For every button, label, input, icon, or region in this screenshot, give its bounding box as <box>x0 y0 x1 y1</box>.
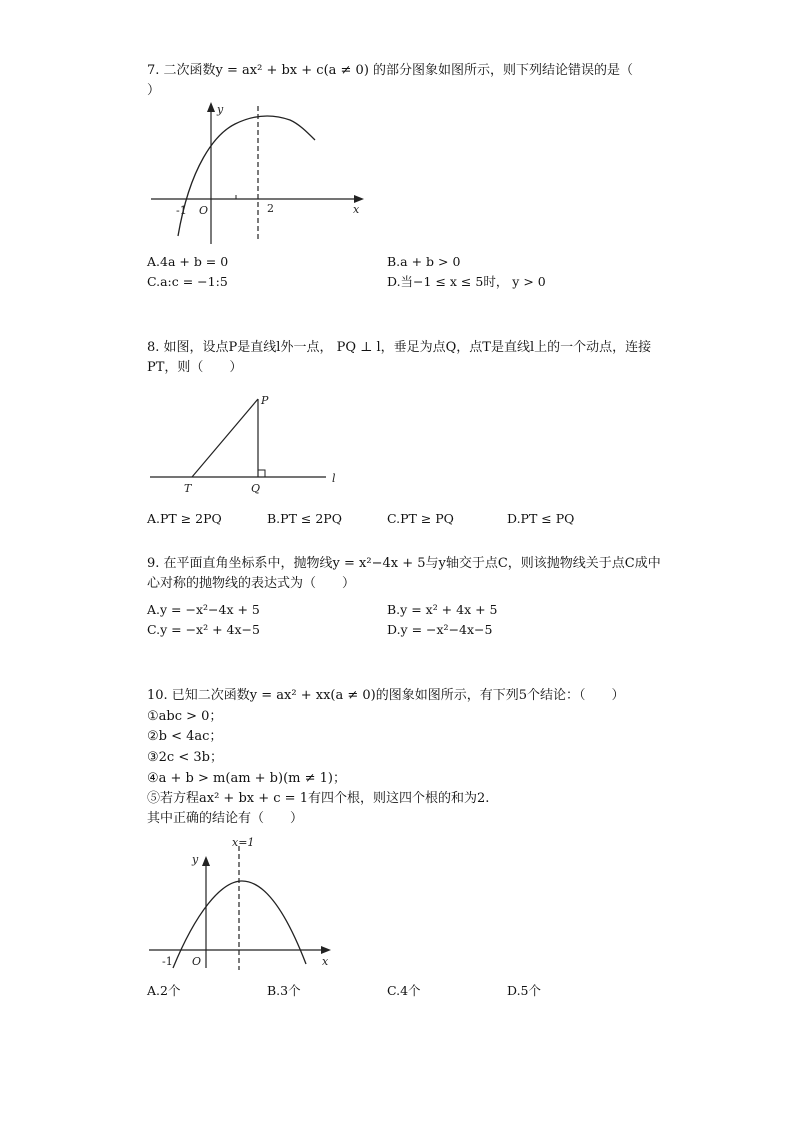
q8-option-b[interactable]: B.PT ≤ 2PQ <box>267 511 342 526</box>
q10-option-d[interactable]: D.5个 <box>507 983 542 998</box>
q10-option-c[interactable]: C.4个 <box>387 983 421 998</box>
q8-label-l: l <box>332 472 336 485</box>
q10-label-y: y <box>192 853 199 866</box>
q10-x-arrow <box>321 946 331 954</box>
q7-label-neg1: -1 <box>176 204 187 217</box>
q8-segment-pt <box>192 399 258 477</box>
q7-label-x: x <box>353 203 360 216</box>
q7-stem-line2: ） <box>147 83 161 98</box>
q9-option-c[interactable]: C.y = −x² + 4x−5 <box>147 622 260 637</box>
q7-option-c[interactable]: C.a:c = −1:5 <box>147 274 228 289</box>
q8-option-a[interactable]: A.PT ≥ 2PQ <box>147 511 222 526</box>
q7-y-arrow <box>207 102 215 112</box>
q7-parabola-curve <box>178 116 315 236</box>
q9-stem-line1: 9. 在平面直角坐标系中，抛物线y = x²−4x + 5与y轴交于点C，则该抛物线关于点C成中 <box>147 556 661 571</box>
q8-label-p: P <box>261 394 269 407</box>
q7-option-a[interactable]: A.4a + b = 0 <box>147 254 229 269</box>
q9-option-a[interactable]: A.y = −x²−4x + 5 <box>147 602 260 617</box>
q9-stem-line2: 心对称的抛物线的表达式为（ ） <box>147 576 356 591</box>
q8-option-d[interactable]: D.PT ≤ PQ <box>507 511 575 526</box>
q8-option-c[interactable]: C.PT ≥ PQ <box>387 511 454 526</box>
q10-y-arrow <box>202 856 210 866</box>
q10-option-a[interactable]: A.2个 <box>147 983 181 998</box>
q9-option-d[interactable]: D.y = −x²−4x−5 <box>387 622 493 637</box>
q9-option-b[interactable]: B.y = x² + 4x + 5 <box>387 602 498 617</box>
q10-label-x: x <box>322 955 329 968</box>
q10-label-origin: O <box>192 955 202 968</box>
q7-x-arrow <box>354 195 364 203</box>
q7-option-b[interactable]: B.a + b > 0 <box>387 254 461 269</box>
q10-label-axis: x=1 <box>232 836 255 849</box>
q10-item-1: ①abc > 0； <box>147 709 223 724</box>
q8-label-t: T <box>184 482 192 495</box>
q10-parabola-figure <box>146 832 346 972</box>
q8-geometry-figure <box>148 390 348 500</box>
q8-label-q: Q <box>251 482 261 495</box>
q7-label-two: 2 <box>267 202 274 215</box>
q10-label-neg1: -1 <box>162 955 173 968</box>
q8-right-angle-mark <box>258 470 265 477</box>
q7-label-origin: O <box>199 204 209 217</box>
q10-item-5: ⑤若方程ax² + bx + c = 1有四个根，则这四个根的和为2. <box>147 791 490 806</box>
q10-stem: 10. 已知二次函数y = ax² + xx(a ≠ 0)的图象如图所示，有下列5个结论：（ ） <box>147 688 625 703</box>
q7-label-y: y <box>217 103 224 116</box>
q10-item-2: ②b < 4ac； <box>147 729 223 744</box>
q10-ask: 其中正确的结论有（ ） <box>147 811 304 826</box>
q8-stem-line1: 8. 如图，设点P是直线l外一点， PQ ⊥ l，垂足为点Q，点T是直线l上的一个动点，连接 <box>147 340 652 355</box>
q10-option-b[interactable]: B.3个 <box>267 983 301 998</box>
q8-stem-line2: PT，则（ ） <box>147 360 243 375</box>
q10-item-4: ④a + b > m(am + b)(m ≠ 1)； <box>147 771 346 786</box>
q7-stem-line1: 7. 二次函数y = ax² + bx + c(a ≠ 0) 的部分图象如图所示，则下列结论错误的是（ <box>147 63 634 78</box>
q7-parabola-figure <box>145 96 375 251</box>
q10-item-3: ③2c < 3b； <box>147 750 223 765</box>
q7-option-d[interactable]: D.当−1 ≤ x ≤ 5时， y > 0 <box>387 274 546 289</box>
